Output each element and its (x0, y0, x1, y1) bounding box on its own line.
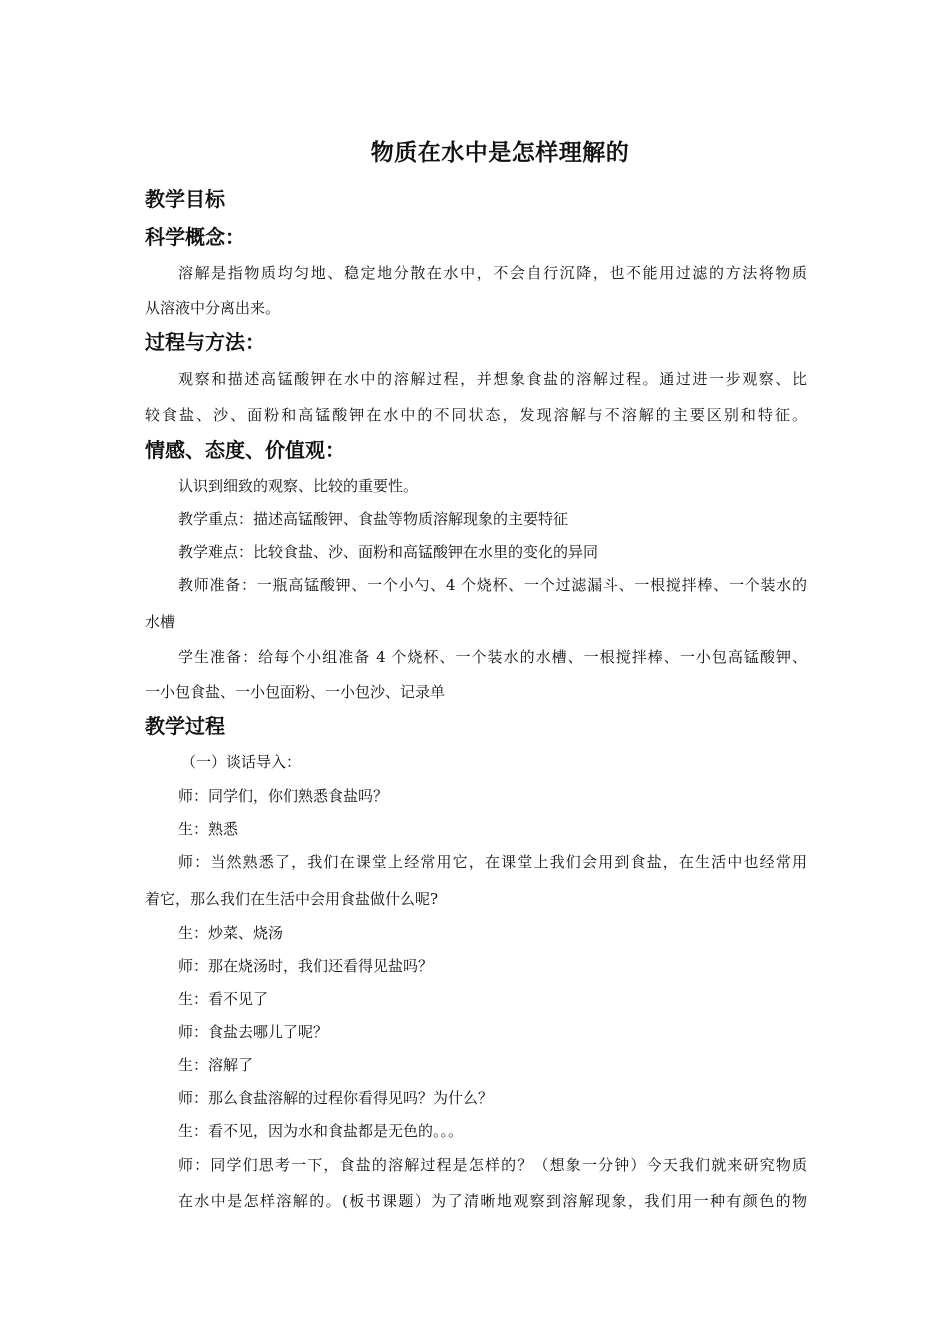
dialogue-line: 生：炒菜、烧汤 (178, 924, 284, 942)
difficulty-line: 教学难点：比较食盐、沙、面粉和高锰酸钾在水里的变化的异同 (178, 543, 599, 561)
dialogue-line: 师：同学们思考一下，食盐的溶解过程是怎样的？（想象一分钟）今天我们就来研究物质 (178, 1156, 807, 1174)
student-prep-line-2: 一小包食盐、一小包面粉、一小包沙、记录单 (145, 683, 446, 701)
key-point-line: 教学重点：描述高锰酸钾、食盐等物质溶解现象的主要特征 (178, 510, 569, 528)
heading-teaching-process: 教学过程 (145, 714, 225, 738)
dialogue-line: 师：当然熟悉了，我们在课堂上经常用它，在课堂上我们会用到食盐，在生活中也经常用 (178, 853, 807, 871)
dialogue-line: 着它，那么我们在生活中会用食盐做什么呢? (145, 890, 439, 908)
dialogue-line: 师：那在烧汤时，我们还看得见盐吗？ (178, 957, 434, 975)
document-title: 物质在水中是怎样理解的 (370, 140, 630, 166)
attitude-paragraph: 认识到细致的观察、比较的重要性。 (178, 477, 419, 495)
dialogue-line: 师：食盐去哪儿了呢？ (178, 1023, 329, 1041)
dialogue-line: 生：看不见，因为水和食盐都是无色的。。。 (178, 1122, 464, 1140)
method-paragraph-line-1: 观察和描述高锰酸钾在水中的溶解过程，并想象食盐的溶解过程。通过进一步观察、比 (178, 370, 807, 388)
student-prep-line-1: 学生准备：给每个小组准备 4 个烧杯、一个装水的水槽、一根搅拌棒、一小包高锰酸钾、 (178, 648, 807, 666)
heading-process-method: 过程与方法： (145, 330, 265, 354)
dialogue-intro: （一）谈话导入： (181, 753, 302, 771)
dialogue-line: 师：那么食盐溶解的过程你看得见吗？为什么？ (178, 1089, 494, 1107)
method-paragraph-line-2: 较食盐、沙、面粉和高锰酸钾在水中的不同状态，发现溶解与不溶解的主要区别和特征。 (145, 406, 807, 424)
heading-attitude-values: 情感、态度、价值观： (145, 438, 345, 462)
dialogue-line: 师：同学们，你们熟悉食盐吗？ (178, 787, 389, 805)
teacher-prep-line-1: 教师准备：一瓶高锰酸钾、一个小勺、4 个烧杯、一个过滤漏斗、一根搅拌棒、一个装水的 (178, 576, 807, 594)
teacher-prep-line-2: 水槽 (145, 613, 176, 631)
heading-science-concept: 科学概念： (145, 225, 245, 249)
dialogue-line: 生：溶解了 (178, 1056, 254, 1074)
heading-teaching-goals: 教学目标 (145, 187, 225, 211)
dialogue-line: 在水中是怎样溶解的。(板书课题）为了清晰地观察到溶解现象，我们用一种有颜色的物 (178, 1192, 807, 1210)
concept-paragraph-line-1: 溶解是指物质均匀地、稳定地分散在水中，不会自行沉降，也不能用过滤的方法将物质 (178, 264, 807, 282)
dialogue-line: 生：看不见了 (178, 990, 269, 1008)
dialogue-line: 生：熟悉 (178, 820, 239, 838)
concept-paragraph-line-2: 从溶液中分离出来。 (145, 299, 281, 317)
